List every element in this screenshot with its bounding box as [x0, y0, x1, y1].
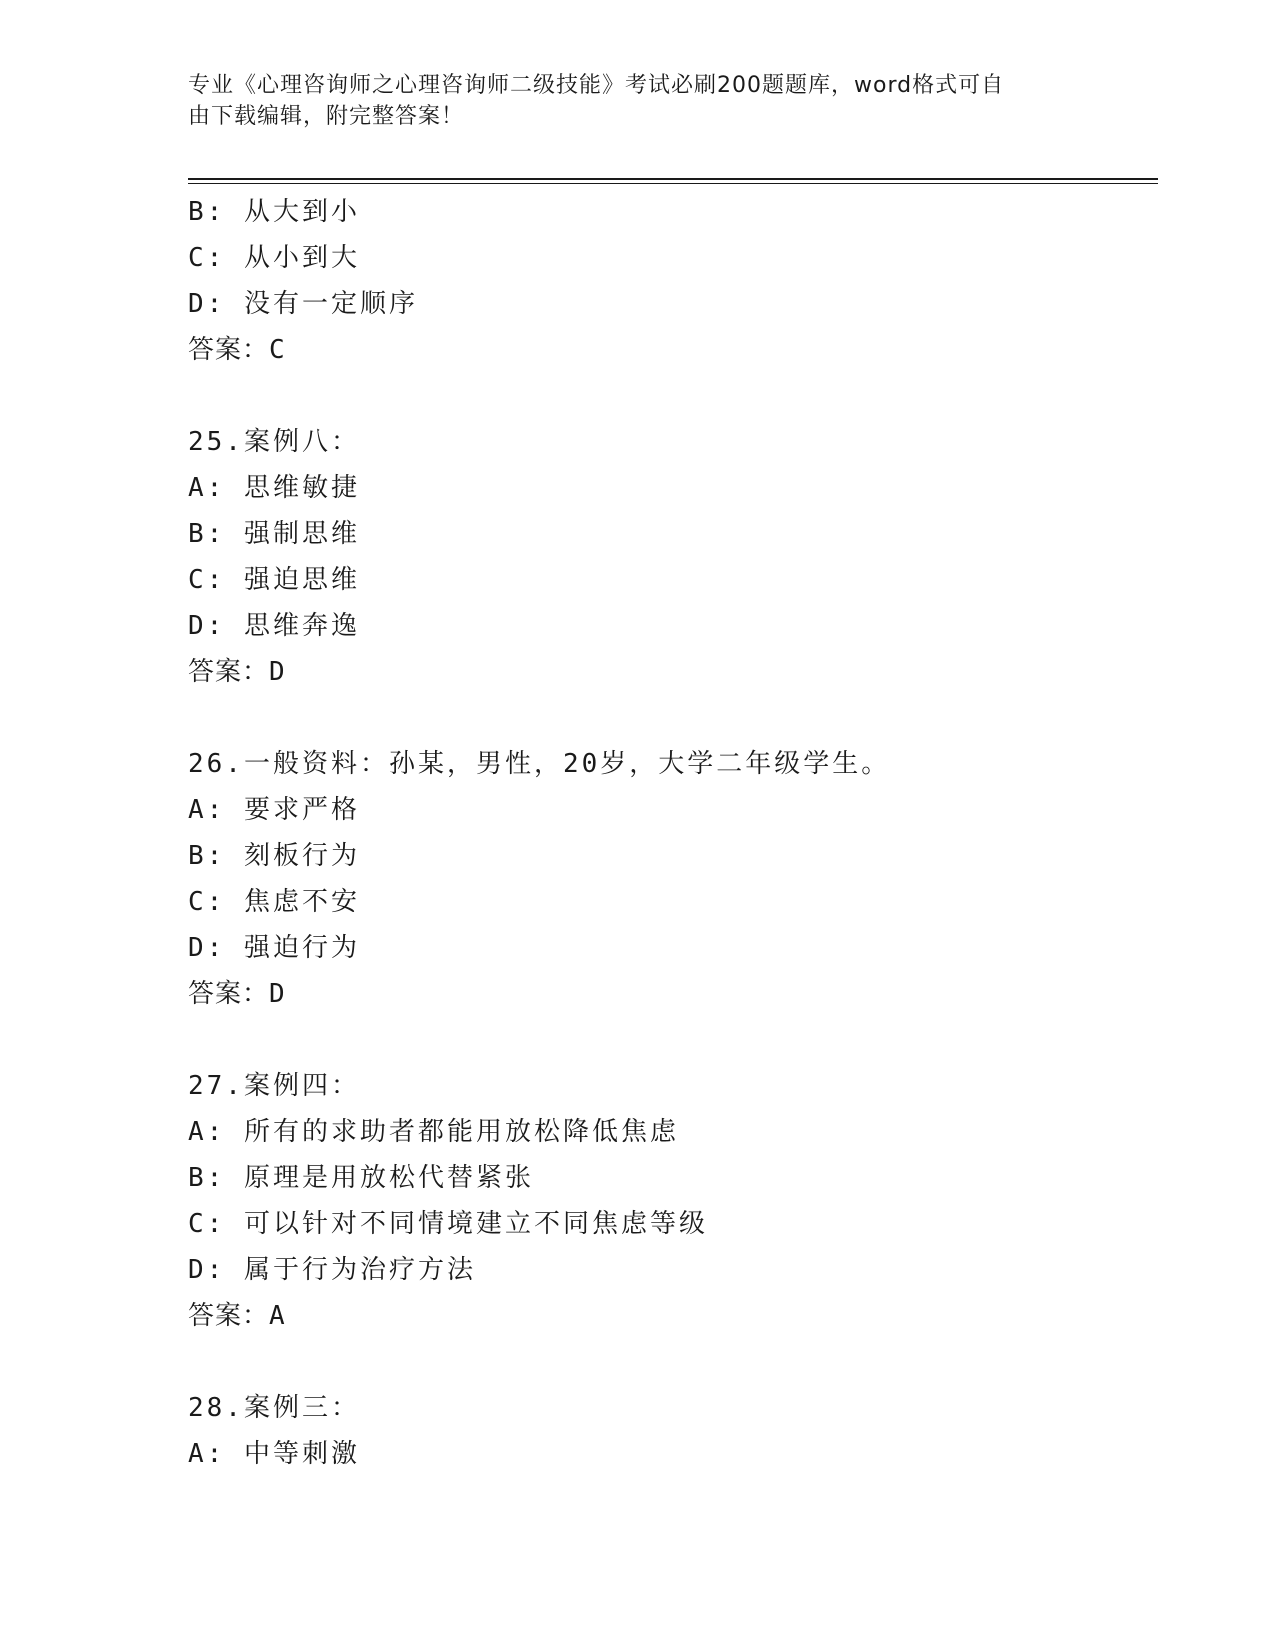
- question-28: [188, 1385, 1158, 1477]
- document-header: [188, 70, 1068, 132]
- header-rule-thick: [188, 178, 1158, 180]
- spacer: [188, 1339, 1158, 1385]
- answer-label: 答案：: [188, 1301, 270, 1331]
- answer-line: [188, 327, 1158, 373]
- answer-line: [188, 971, 1158, 1017]
- option-c: C: 可以针对不同情境建立不同焦虑等级: [188, 1209, 708, 1239]
- question-26: [188, 741, 1158, 1017]
- header-line-2: 由下载编辑，附完整答案！: [188, 104, 465, 129]
- option-c: C: 强迫思维: [188, 565, 360, 595]
- option-a: A: 思维敏捷: [188, 473, 360, 503]
- option-b: B: 刻板行为: [188, 841, 360, 871]
- answer-label: 答案：: [188, 335, 270, 365]
- spacer: [188, 1017, 1158, 1063]
- header-line-1: 专业《心理咨询师之心理咨询师二级技能》考试必刷200题题库，word格式可自: [188, 73, 1005, 98]
- option-d: D: 强迫行为: [188, 933, 360, 963]
- question-stem: 27.案例四：: [188, 1071, 360, 1101]
- option-d: D: 属于行为治疗方法: [188, 1255, 476, 1285]
- option-d: D: 思维奔逸: [188, 611, 360, 641]
- option-c: C: 从小到大: [188, 243, 360, 273]
- answer-value: C: [269, 335, 286, 365]
- question-stem: 28.案例三：: [188, 1393, 360, 1423]
- question-list: [188, 189, 1158, 1477]
- option-b: B: 原理是用放松代替紧张: [188, 1163, 534, 1193]
- question-continued: [188, 189, 1158, 373]
- header-rule-thin: [188, 183, 1158, 184]
- option-d: D: 没有一定顺序: [188, 289, 418, 319]
- question-27: [188, 1063, 1158, 1339]
- question-stem: 26.一般资料：孙某，男性，20岁，大学二年级学生。: [188, 749, 891, 779]
- question-stem: 25.案例八：: [188, 427, 360, 457]
- option-b: B: 强制思维: [188, 519, 360, 549]
- answer-label: 答案：: [188, 657, 270, 687]
- answer-line: [188, 649, 1158, 695]
- answer-value: D: [269, 979, 286, 1009]
- option-c: C: 焦虑不安: [188, 887, 360, 917]
- answer-value: A: [269, 1301, 286, 1331]
- option-a: A: 要求严格: [188, 795, 360, 825]
- answer-label: 答案：: [188, 979, 270, 1009]
- option-a: A: 中等刺激: [188, 1439, 360, 1469]
- spacer: [188, 373, 1158, 419]
- answer-value: D: [269, 657, 286, 687]
- question-25: [188, 419, 1158, 695]
- option-a: A: 所有的求助者都能用放松降低焦虑: [188, 1117, 679, 1147]
- spacer: [188, 695, 1158, 741]
- answer-line: [188, 1293, 1158, 1339]
- option-b: B: 从大到小: [188, 197, 360, 227]
